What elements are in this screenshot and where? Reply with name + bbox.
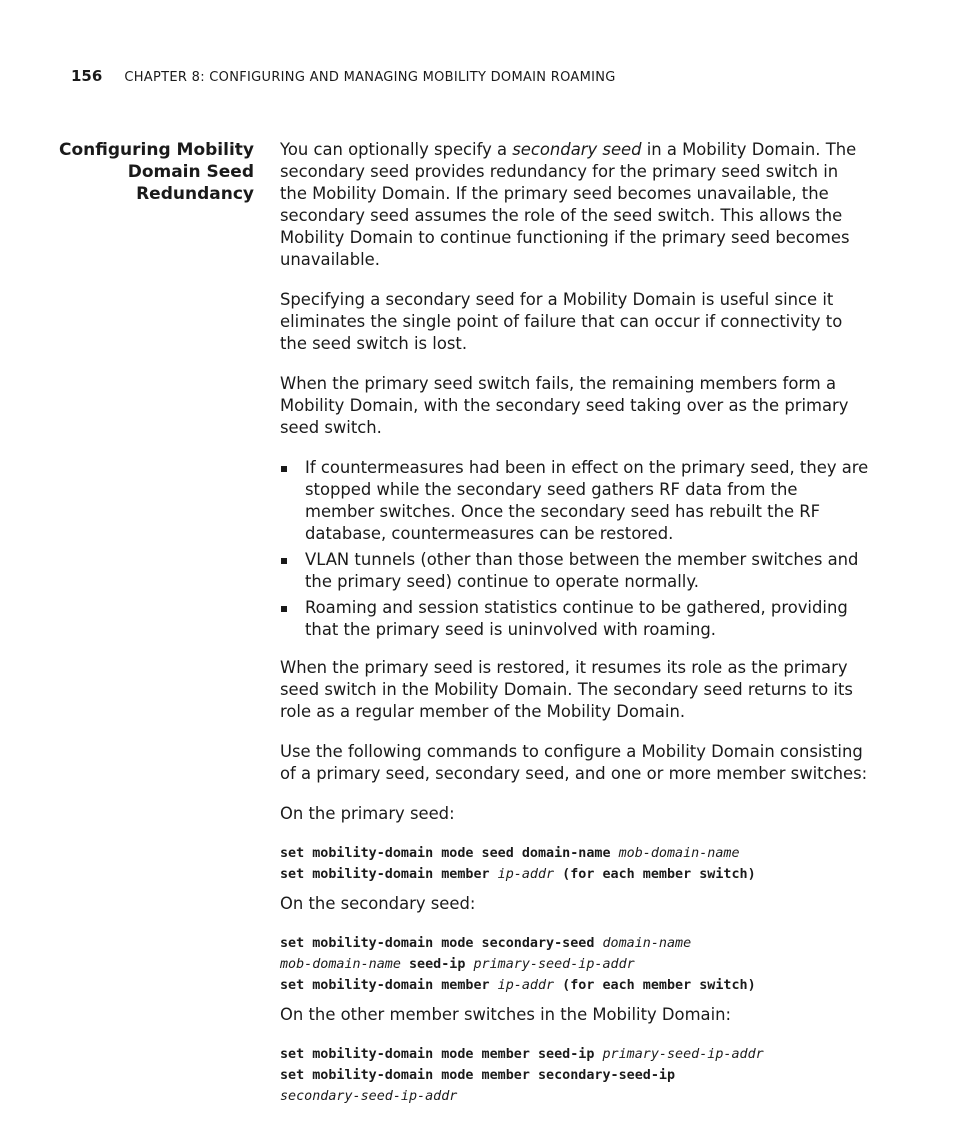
paragraph-intro: You can optionally specify a secondary seed in a Mobility Domain. The secondary seed provides redundancy for the primary seed switch in the Mobility Domain. If the primary seed becomes unavailable, the secondary seed assumes the role of the seed switch. This allows the Mobility Domain to continue functioning if the primary seed becomes unavailable. xyxy=(280,140,857,269)
heading-line-1: Configuring Mobility xyxy=(59,140,254,160)
failover-bullet-list xyxy=(280,457,870,641)
section-heading xyxy=(40,139,254,205)
body-text xyxy=(280,139,870,1115)
code-block-primary xyxy=(280,843,870,885)
list-item: VLAN tunnels (other than those between the member switches and the primary seed) continue to operate normally. xyxy=(280,549,870,593)
code-line: set mobility-domain mode member secondary-seed-ip xyxy=(280,1068,676,1083)
paragraph-restore: When the primary seed is restored, it resumes its role as the primary seed switch in the Mobility Domain. The secondary seed returns to its role as a regular member of the Mobility Domain. xyxy=(280,658,853,721)
paragraph-benefit: Specifying a secondary seed for a Mobility Domain is useful since it eliminates the single point of failure that can occur if connectivity to the seed switch is lost. xyxy=(280,290,843,353)
bullet-square-icon xyxy=(281,466,287,472)
code-line: secondary-seed-ip-addr xyxy=(280,1089,458,1104)
chapter-title: CHAPTER 8: CONFIGURING AND MANAGING MOBILITY DOMAIN ROAMING xyxy=(124,70,616,85)
term-secondary-seed: secondary seed xyxy=(512,140,642,159)
running-header xyxy=(71,67,616,85)
code-line: set mobility-domain member ip-addr (for each member switch) xyxy=(280,978,756,993)
code-line: set mobility-domain mode secondary-seed domain-name xyxy=(280,936,692,951)
code-block-secondary xyxy=(280,933,870,996)
code-line: set mobility-domain member ip-addr (for each member switch) xyxy=(280,867,756,882)
code-line: mob-domain-name seed-ip primary-seed-ip-addr xyxy=(280,957,635,972)
code-block-members xyxy=(280,1044,870,1107)
bullet-square-icon xyxy=(281,558,287,564)
heading-line-2: Domain Seed xyxy=(127,162,254,182)
label-secondary-seed: On the secondary seed: xyxy=(280,894,476,913)
bullet-square-icon xyxy=(281,606,287,612)
code-line: set mobility-domain mode member seed-ip primary-seed-ip-addr xyxy=(280,1047,764,1062)
code-line: set mobility-domain mode seed domain-name mob-domain-name xyxy=(280,846,740,861)
paragraph-failover: When the primary seed switch fails, the remaining members form a Mobility Domain, with the secondary seed taking over as the primary seed switch. xyxy=(280,374,849,437)
paragraph-commands-intro: Use the following commands to configure a Mobility Domain consisting of a primary seed, secondary seed, and one or more member switches: xyxy=(280,742,868,783)
label-primary-seed: On the primary seed: xyxy=(280,804,455,823)
list-item: If countermeasures had been in effect on the primary seed, they are stopped while the secondary seed gathers RF data from the member switches. Once the secondary seed has rebuilt the RF database, countermeasures can be restored. xyxy=(280,457,870,545)
heading-line-3: Redundancy xyxy=(136,184,254,204)
list-item: Roaming and session statistics continue to be gathered, providing that the primary seed is uninvolved with roaming. xyxy=(280,597,870,641)
label-member-switches: On the other member switches in the Mobility Domain: xyxy=(280,1005,732,1024)
page-number: 156 xyxy=(71,67,103,85)
